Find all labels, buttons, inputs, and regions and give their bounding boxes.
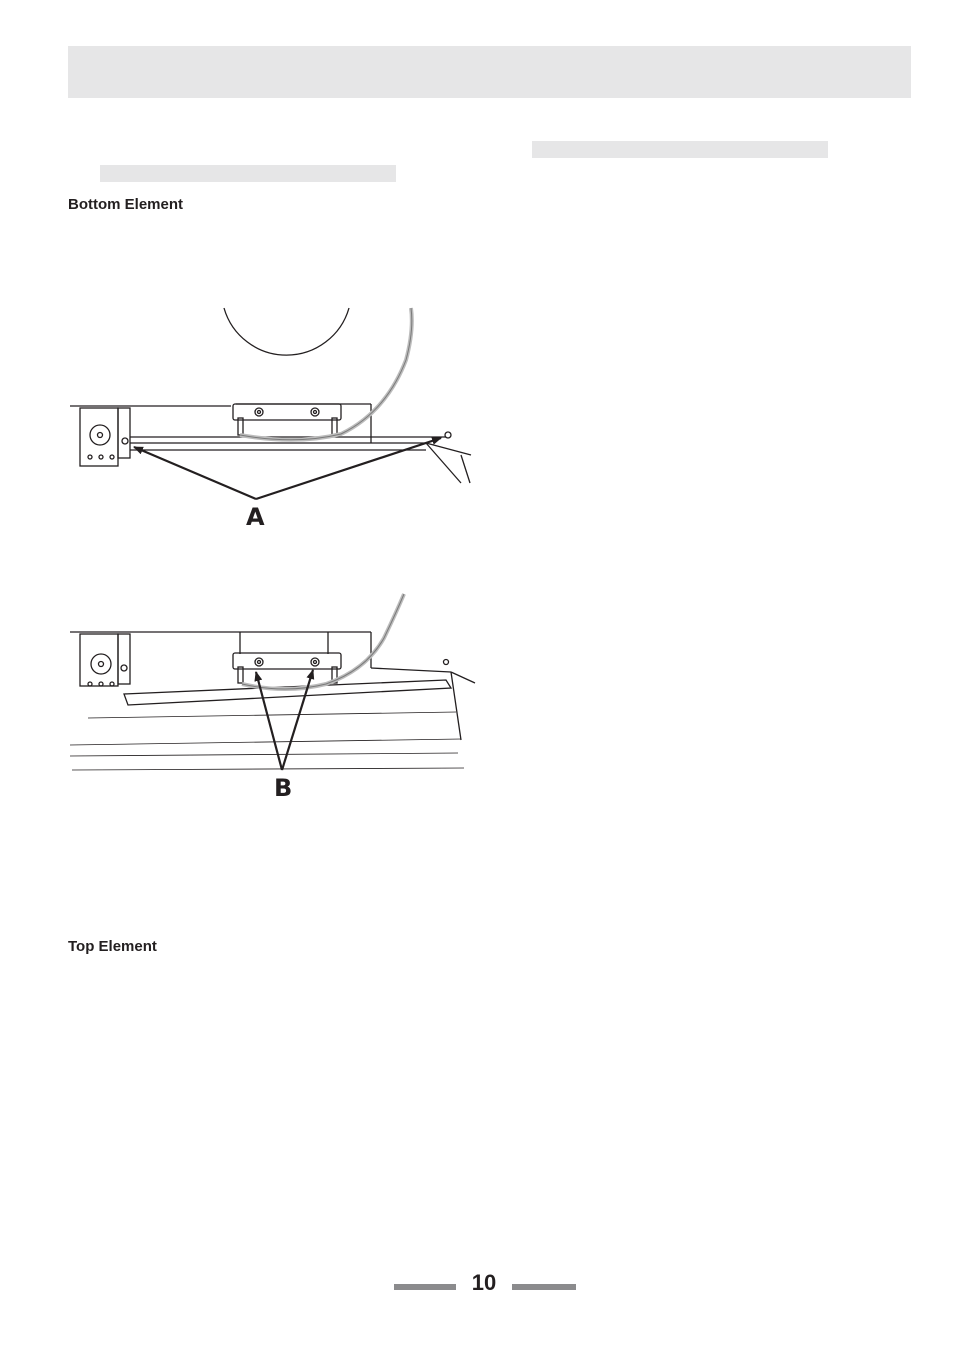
footer-bar-right — [512, 1284, 576, 1290]
header-band — [68, 46, 911, 98]
page-footer — [0, 1270, 954, 1302]
top-element-heading: Top Element — [68, 938, 157, 955]
element-terminal-diagram — [66, 588, 478, 804]
page-number: 10 — [471, 1270, 497, 1295]
figure-b-callout: B — [274, 774, 293, 802]
subheading-bar-left — [100, 165, 396, 182]
subheading-bar-right — [532, 141, 828, 158]
bottom-element-heading: Bottom Element — [68, 196, 184, 213]
figure-a-callout: A — [246, 503, 265, 531]
bottom-element-diagram — [66, 300, 478, 532]
footer-bar-left — [394, 1284, 456, 1290]
